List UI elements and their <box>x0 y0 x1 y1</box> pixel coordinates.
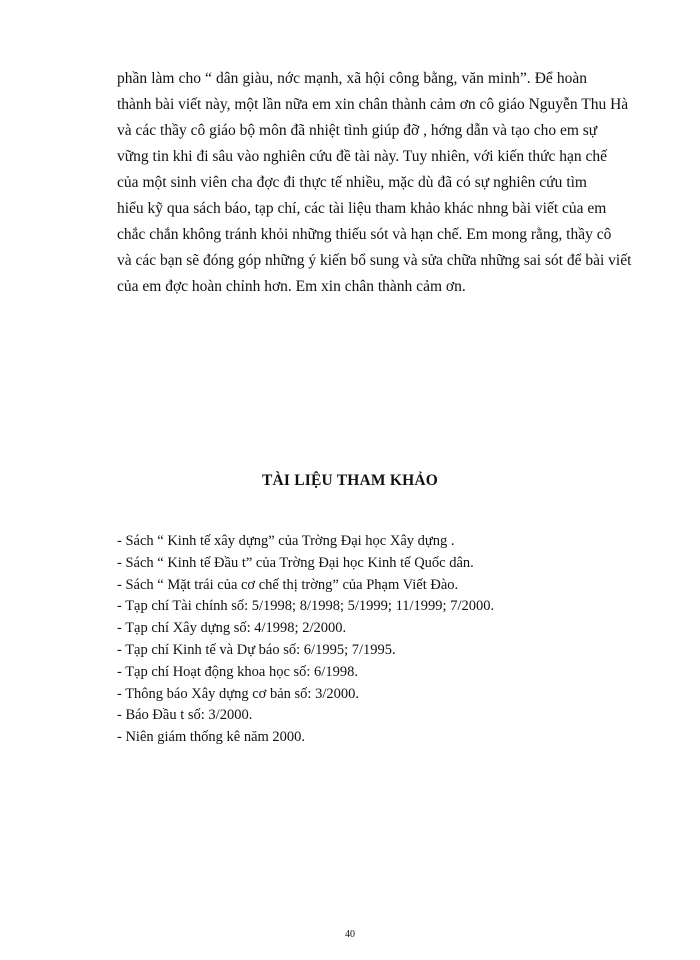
reference-item: - Tạp chí Xây dựng số: 4/1998; 2/2000. <box>117 620 347 637</box>
page-number: 40 <box>345 929 355 940</box>
paragraph-line: và các thầy cô giáo bộ môn đã nhiệt tình giúp đỡ , hớng dẫn và tạo cho em sự <box>117 122 598 139</box>
paragraph-line: của em đợc hoàn chỉnh hơn. Em xin chân thành cảm ơn. <box>117 278 466 295</box>
paragraph-line: thành bài viết này, một lần nữa em xin chân thành cảm ơn cô giáo Nguyễn Thu Hà <box>117 96 629 113</box>
paragraph-line: của một sinh viên cha đợc đi thực tế nhiều, mặc dù đã có sự nghiên cứu tìm <box>117 174 587 191</box>
reference-item: - Báo Đầu t số: 3/2000. <box>117 707 253 724</box>
reference-item: - Thông báo Xây dựng cơ bản số: 3/2000. <box>117 685 359 702</box>
reference-item: - Tạp chí Tài chính số: 5/1998; 8/1998; 5/1999; 11/1999; 7/2000. <box>117 598 495 615</box>
reference-item: - Sách “ Mặt trái của cơ chế thị trờng” của Phạm Viết Đào. <box>117 576 459 593</box>
paragraph-line: phần làm cho “ dân giàu, nớc mạnh, xã hội công bằng, văn minh”. Để hoàn <box>117 70 587 87</box>
reference-item: - Sách “ Kinh tế Đầu t” của Trờng Đại học Kinh tế Quốc dân. <box>117 554 474 571</box>
conclusion-paragraph <box>117 66 632 300</box>
paragraph-line: chắc chắn không tránh khỏi những thiếu sót và hạn chế. Em mong rằng, thầy cô <box>117 226 612 243</box>
paragraph-line: vững tin khi đi sâu vào nghiên cứu đề tài này. Tuy nhiên, với kiến thức hạn chế <box>117 148 607 165</box>
paragraph-line: hiểu kỹ qua sách báo, tạp chí, các tài liệu tham khảo khác nhng bài viết của em <box>117 200 607 217</box>
reference-item: - Tạp chí Kinh tế và Dự báo số: 6/1995; 7/1995. <box>117 641 396 658</box>
reference-item: - Sách “ Kinh tế xây dựng” của Trờng Đại học Xây dựng . <box>117 533 455 549</box>
references-list <box>117 531 494 749</box>
paragraph-line: và các bạn sẽ đóng góp những ý kiến bổ sung và sửa chữa những sai sót để bài viết <box>117 252 632 269</box>
reference-item: - Niên giám thống kê năm 2000. <box>117 729 306 746</box>
reference-item: - Tạp chí Hoạt động khoa học số: 6/1998. <box>117 663 358 680</box>
references-heading: TÀI LIỆU THAM KHẢO <box>262 472 438 489</box>
